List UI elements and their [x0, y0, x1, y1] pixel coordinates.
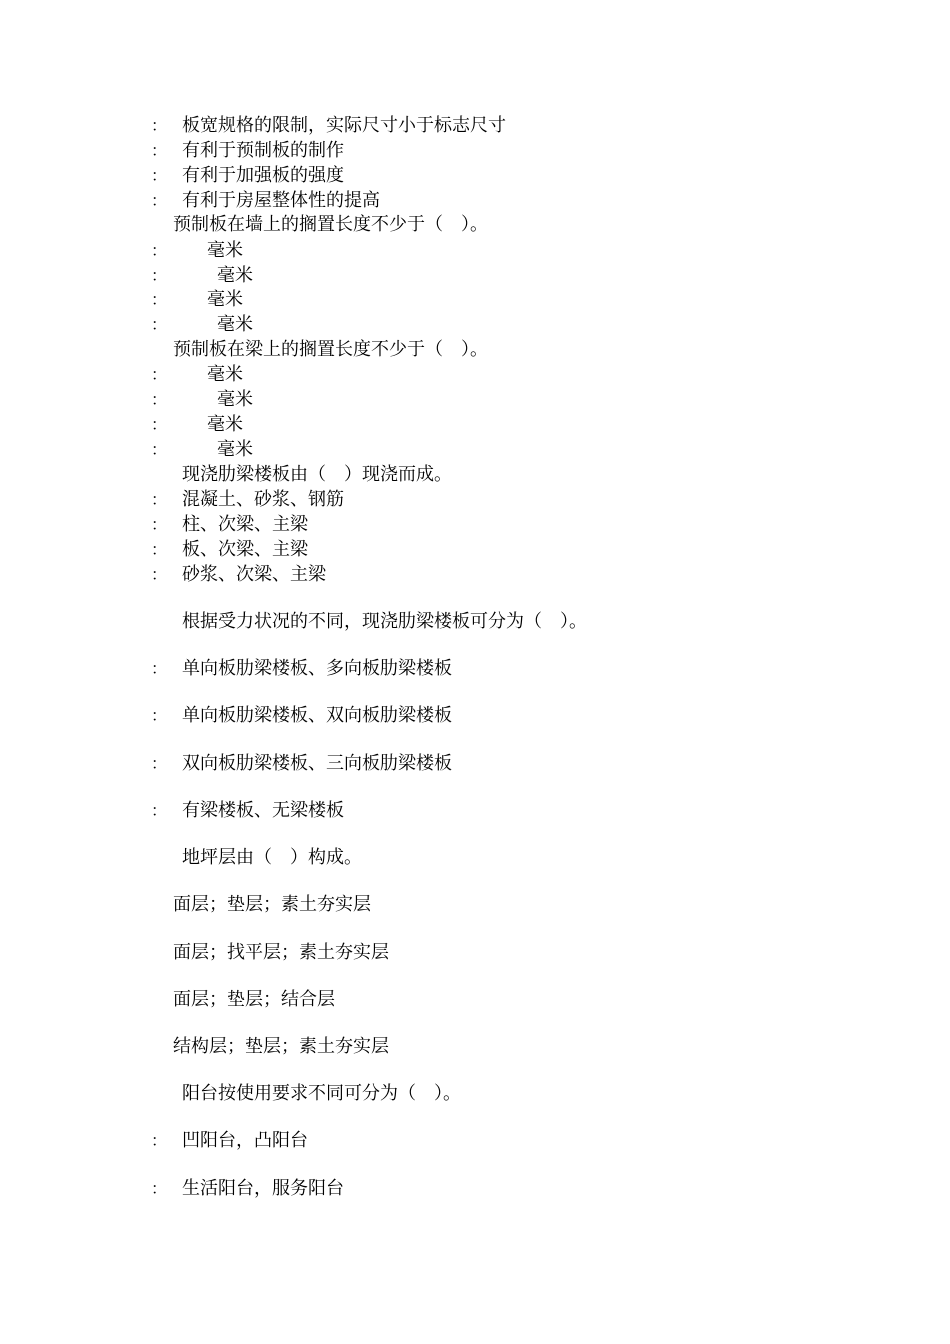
option-colon: ： [151, 166, 168, 185]
option-text: 混凝土、砂浆、钢筋 [182, 489, 344, 510]
option-colon: ： [151, 315, 168, 334]
option-text: 面层；找平层；素土夯实层 [173, 942, 389, 963]
option-text: 有利于加强板的强度 [182, 165, 344, 186]
option-colon: ： [151, 191, 168, 210]
option-text: 板、次梁、主梁 [182, 539, 308, 560]
option-text: 毫米 [207, 289, 243, 310]
question-text: 地坪层由（ ）构成。 [182, 847, 362, 868]
option-text: 毫米 [207, 414, 243, 435]
option-text: 单向板肋梁楼板、双向板肋梁楼板 [182, 705, 452, 726]
option-colon: ： [151, 440, 168, 459]
option-colon: ： [151, 659, 168, 678]
option-text: 生活阳台，服务阳台 [182, 1178, 344, 1199]
option-text: 毫米 [207, 364, 243, 385]
question-text: 根据受力状况的不同，现浇肋梁楼板可分为（ ）。 [182, 611, 587, 632]
option-text: 有利于房屋整体性的提高 [182, 190, 380, 211]
option-colon: ： [151, 141, 168, 160]
option-colon: ： [151, 540, 168, 559]
option-colon: ： [151, 515, 168, 534]
option-colon: ： [151, 116, 168, 135]
option-text: 柱、次梁、主梁 [182, 514, 308, 535]
question-text: 预制板在梁上的搁置长度不少于（ ）。 [173, 339, 488, 360]
option-text: 毫米 [217, 314, 253, 335]
option-text: 有梁楼板、无梁楼板 [182, 800, 344, 821]
option-text: 砂浆、次梁、主梁 [182, 564, 326, 585]
option-colon: ： [151, 801, 168, 820]
option-text: 凹阳台，凸阳台 [182, 1130, 308, 1151]
question-text: 现浇肋梁楼板由（ ）现浇而成。 [182, 464, 452, 485]
question-text: 阳台按使用要求不同可分为（ ）。 [182, 1083, 461, 1104]
option-text: 毫米 [217, 265, 253, 286]
option-colon: ： [151, 1131, 168, 1150]
option-colon: ： [151, 266, 168, 285]
option-colon: ： [151, 365, 168, 384]
question-text: 预制板在墙上的搁置长度不少于（ ）。 [173, 214, 488, 235]
option-colon: ： [151, 290, 168, 309]
option-colon: ： [151, 241, 168, 260]
option-text: 结构层；垫层；素土夯实层 [173, 1036, 389, 1057]
option-text: 面层；垫层；素土夯实层 [173, 894, 371, 915]
option-colon: ： [151, 415, 168, 434]
option-text: 单向板肋梁楼板、多向板肋梁楼板 [182, 658, 452, 679]
option-text: 毫米 [217, 439, 253, 460]
option-text: 板宽规格的限制，实际尺寸小于标志尺寸 [182, 115, 506, 136]
option-colon: ： [151, 565, 168, 584]
option-colon: ： [151, 754, 168, 773]
option-colon: ： [151, 490, 168, 509]
option-colon: ： [151, 1179, 168, 1198]
option-text: 毫米 [207, 240, 243, 261]
option-text: 毫米 [217, 389, 253, 410]
option-text: 有利于预制板的制作 [182, 140, 344, 161]
option-text: 面层；垫层；结合层 [173, 989, 335, 1010]
option-text: 双向板肋梁楼板、三向板肋梁楼板 [182, 753, 452, 774]
option-colon: ： [151, 390, 168, 409]
option-colon: ： [151, 706, 168, 725]
